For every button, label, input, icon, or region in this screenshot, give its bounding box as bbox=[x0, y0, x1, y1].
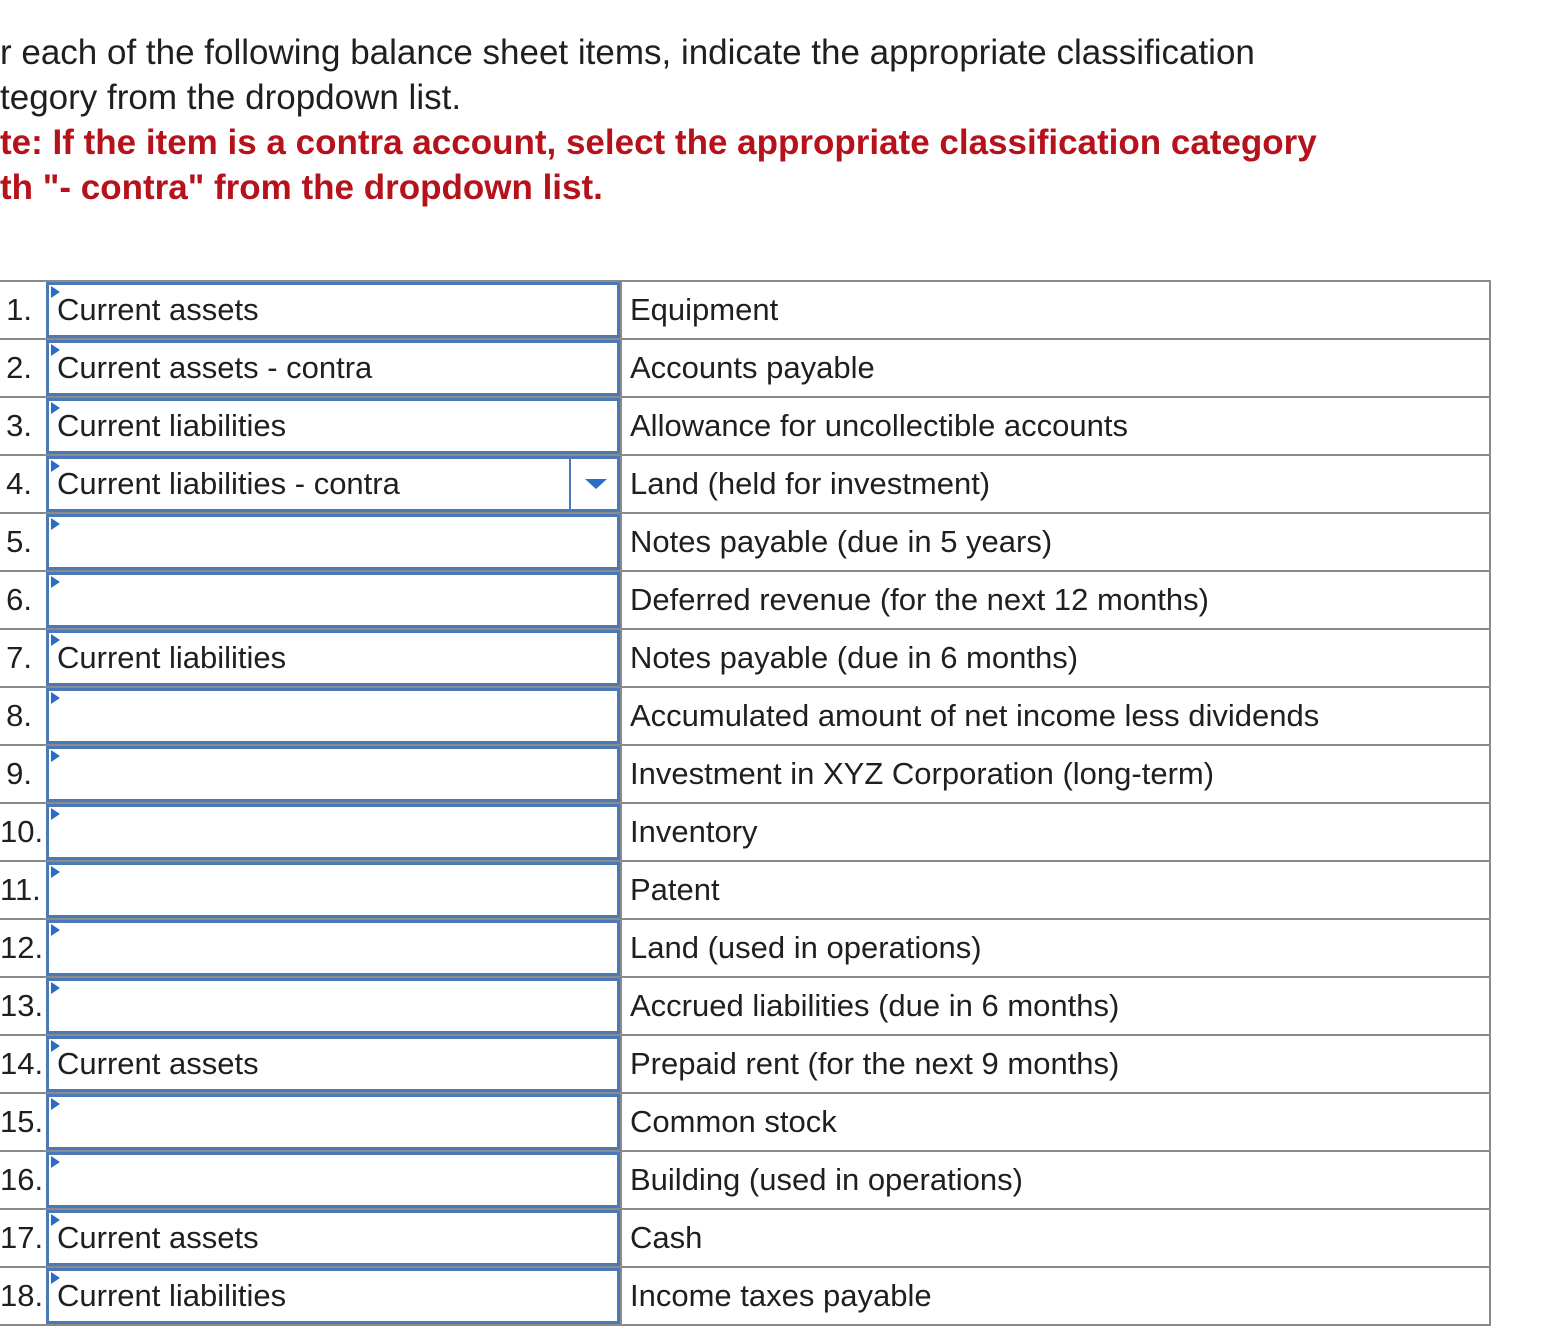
flag-marker-icon bbox=[51, 1156, 60, 1168]
table-row bbox=[0, 1094, 1489, 1152]
instructions bbox=[0, 30, 1548, 210]
flag-marker-icon bbox=[51, 576, 60, 588]
dropdown-selected-value: Current liabilities - contra bbox=[57, 466, 400, 501]
chevron-down-icon bbox=[585, 479, 607, 489]
classification-dropdown[interactable] bbox=[46, 282, 620, 338]
balance-sheet-item: Common stock bbox=[620, 1094, 1489, 1150]
balance-sheet-item: Land (used in operations) bbox=[620, 920, 1489, 976]
row-number-label: 2. bbox=[6, 350, 32, 385]
row-number-label: 4. bbox=[6, 466, 32, 501]
row-number-label: 18. bbox=[0, 1278, 44, 1313]
row-number bbox=[0, 978, 46, 1034]
dropdown-selected-value: Current assets bbox=[57, 1046, 259, 1081]
classification-table bbox=[0, 280, 1491, 1326]
table-row bbox=[0, 1268, 1489, 1326]
row-number-label: 9. bbox=[6, 756, 32, 791]
flag-marker-icon bbox=[51, 1098, 60, 1110]
table-row bbox=[0, 456, 1489, 514]
row-number bbox=[0, 630, 46, 686]
classification-dropdown[interactable] bbox=[46, 920, 620, 976]
row-number-label: 13. bbox=[0, 988, 44, 1023]
dropdown-selected-value: Current assets bbox=[57, 292, 259, 327]
dropdown-selected-value: Current liabilities bbox=[57, 408, 287, 443]
table-row bbox=[0, 862, 1489, 920]
classification-dropdown[interactable] bbox=[46, 804, 620, 860]
dropdown-selected-value: Current liabilities bbox=[57, 640, 287, 675]
row-number bbox=[0, 1210, 46, 1266]
classification-dropdown[interactable] bbox=[46, 1268, 620, 1324]
row-number-label: 10. bbox=[0, 814, 44, 849]
row-number-label: 1. bbox=[6, 292, 32, 327]
row-number-label: 17. bbox=[0, 1220, 44, 1255]
note-line-1: te: If the item is a contra account, select the appropriate classification category bbox=[0, 123, 1317, 162]
table-row bbox=[0, 630, 1489, 688]
row-number bbox=[0, 1036, 46, 1092]
row-number bbox=[0, 514, 46, 570]
table-row bbox=[0, 282, 1489, 340]
dropdown-selected-value: Current assets - contra bbox=[57, 350, 373, 385]
instruction-line-2: tegory from the dropdown list. bbox=[0, 78, 462, 117]
row-number bbox=[0, 746, 46, 802]
balance-sheet-item: Deferred revenue (for the next 12 months) bbox=[620, 572, 1489, 628]
flag-marker-icon bbox=[51, 692, 60, 704]
balance-sheet-item: Income taxes payable bbox=[620, 1268, 1489, 1324]
dropdown-selected-value: Current liabilities bbox=[57, 1278, 287, 1313]
instruction-line-1: r each of the following balance sheet items, indicate the appropriate classification bbox=[0, 33, 1255, 72]
classification-dropdown[interactable] bbox=[46, 746, 620, 802]
table-row bbox=[0, 1152, 1489, 1210]
balance-sheet-item: Inventory bbox=[620, 804, 1489, 860]
classification-dropdown[interactable] bbox=[46, 398, 620, 454]
classification-dropdown[interactable] bbox=[46, 688, 620, 744]
row-number bbox=[0, 920, 46, 976]
balance-sheet-item: Accrued liabilities (due in 6 months) bbox=[620, 978, 1489, 1034]
classification-dropdown[interactable] bbox=[46, 978, 620, 1034]
row-number bbox=[0, 398, 46, 454]
classification-dropdown[interactable] bbox=[46, 862, 620, 918]
table-row bbox=[0, 688, 1489, 746]
classification-dropdown[interactable] bbox=[46, 340, 620, 396]
classification-dropdown[interactable] bbox=[46, 456, 620, 512]
balance-sheet-item: Land (held for investment) bbox=[620, 456, 1489, 512]
table-row bbox=[0, 572, 1489, 630]
classification-dropdown[interactable] bbox=[46, 572, 620, 628]
row-number-label: 5. bbox=[6, 524, 32, 559]
table-row bbox=[0, 978, 1489, 1036]
row-number bbox=[0, 1094, 46, 1150]
row-number-label: 8. bbox=[6, 698, 32, 733]
dropdown-toggle-button[interactable] bbox=[569, 459, 617, 509]
row-number bbox=[0, 456, 46, 512]
table-row bbox=[0, 804, 1489, 862]
row-number bbox=[0, 688, 46, 744]
row-number-label: 16. bbox=[0, 1162, 44, 1197]
balance-sheet-item: Notes payable (due in 5 years) bbox=[620, 514, 1489, 570]
note-line-2: th "- contra" from the dropdown list. bbox=[0, 168, 603, 207]
classification-dropdown[interactable] bbox=[46, 1152, 620, 1208]
classification-dropdown[interactable] bbox=[46, 1094, 620, 1150]
classification-dropdown[interactable] bbox=[46, 1210, 620, 1266]
table-row bbox=[0, 340, 1489, 398]
table-row bbox=[0, 398, 1489, 456]
row-number-label: 11. bbox=[0, 872, 41, 907]
row-number bbox=[0, 1152, 46, 1208]
balance-sheet-item: Accounts payable bbox=[620, 340, 1489, 396]
flag-marker-icon bbox=[51, 750, 60, 762]
table-row bbox=[0, 514, 1489, 572]
row-number bbox=[0, 572, 46, 628]
classification-dropdown[interactable] bbox=[46, 630, 620, 686]
balance-sheet-item: Accumulated amount of net income less dividends bbox=[620, 688, 1489, 744]
row-number bbox=[0, 1268, 46, 1324]
row-number-label: 14. bbox=[0, 1046, 44, 1081]
flag-marker-icon bbox=[51, 808, 60, 820]
table-row bbox=[0, 920, 1489, 978]
table-row bbox=[0, 1210, 1489, 1268]
balance-sheet-item: Patent bbox=[620, 862, 1489, 918]
balance-sheet-item: Cash bbox=[620, 1210, 1489, 1266]
row-number-label: 15. bbox=[0, 1104, 44, 1139]
table-row bbox=[0, 746, 1489, 804]
row-number bbox=[0, 340, 46, 396]
balance-sheet-item: Prepaid rent (for the next 9 months) bbox=[620, 1036, 1489, 1092]
row-number bbox=[0, 804, 46, 860]
flag-marker-icon bbox=[51, 518, 60, 530]
classification-dropdown[interactable] bbox=[46, 514, 620, 570]
balance-sheet-item: Equipment bbox=[620, 282, 1489, 338]
flag-marker-icon bbox=[51, 866, 60, 878]
balance-sheet-item: Building (used in operations) bbox=[620, 1152, 1489, 1208]
classification-dropdown[interactable] bbox=[46, 1036, 620, 1092]
row-number-label: 12. bbox=[0, 930, 44, 965]
row-number-label: 3. bbox=[6, 408, 32, 443]
balance-sheet-item: Allowance for uncollectible accounts bbox=[620, 398, 1489, 454]
row-number-label: 7. bbox=[6, 640, 32, 675]
dropdown-selected-value: Current assets bbox=[57, 1220, 259, 1255]
row-number-label: 6. bbox=[6, 582, 32, 617]
balance-sheet-item: Investment in XYZ Corporation (long-term) bbox=[620, 746, 1489, 802]
row-number bbox=[0, 282, 46, 338]
row-number bbox=[0, 862, 46, 918]
balance-sheet-item: Notes payable (due in 6 months) bbox=[620, 630, 1489, 686]
flag-marker-icon bbox=[51, 982, 60, 994]
table-row bbox=[0, 1036, 1489, 1094]
flag-marker-icon bbox=[51, 924, 60, 936]
